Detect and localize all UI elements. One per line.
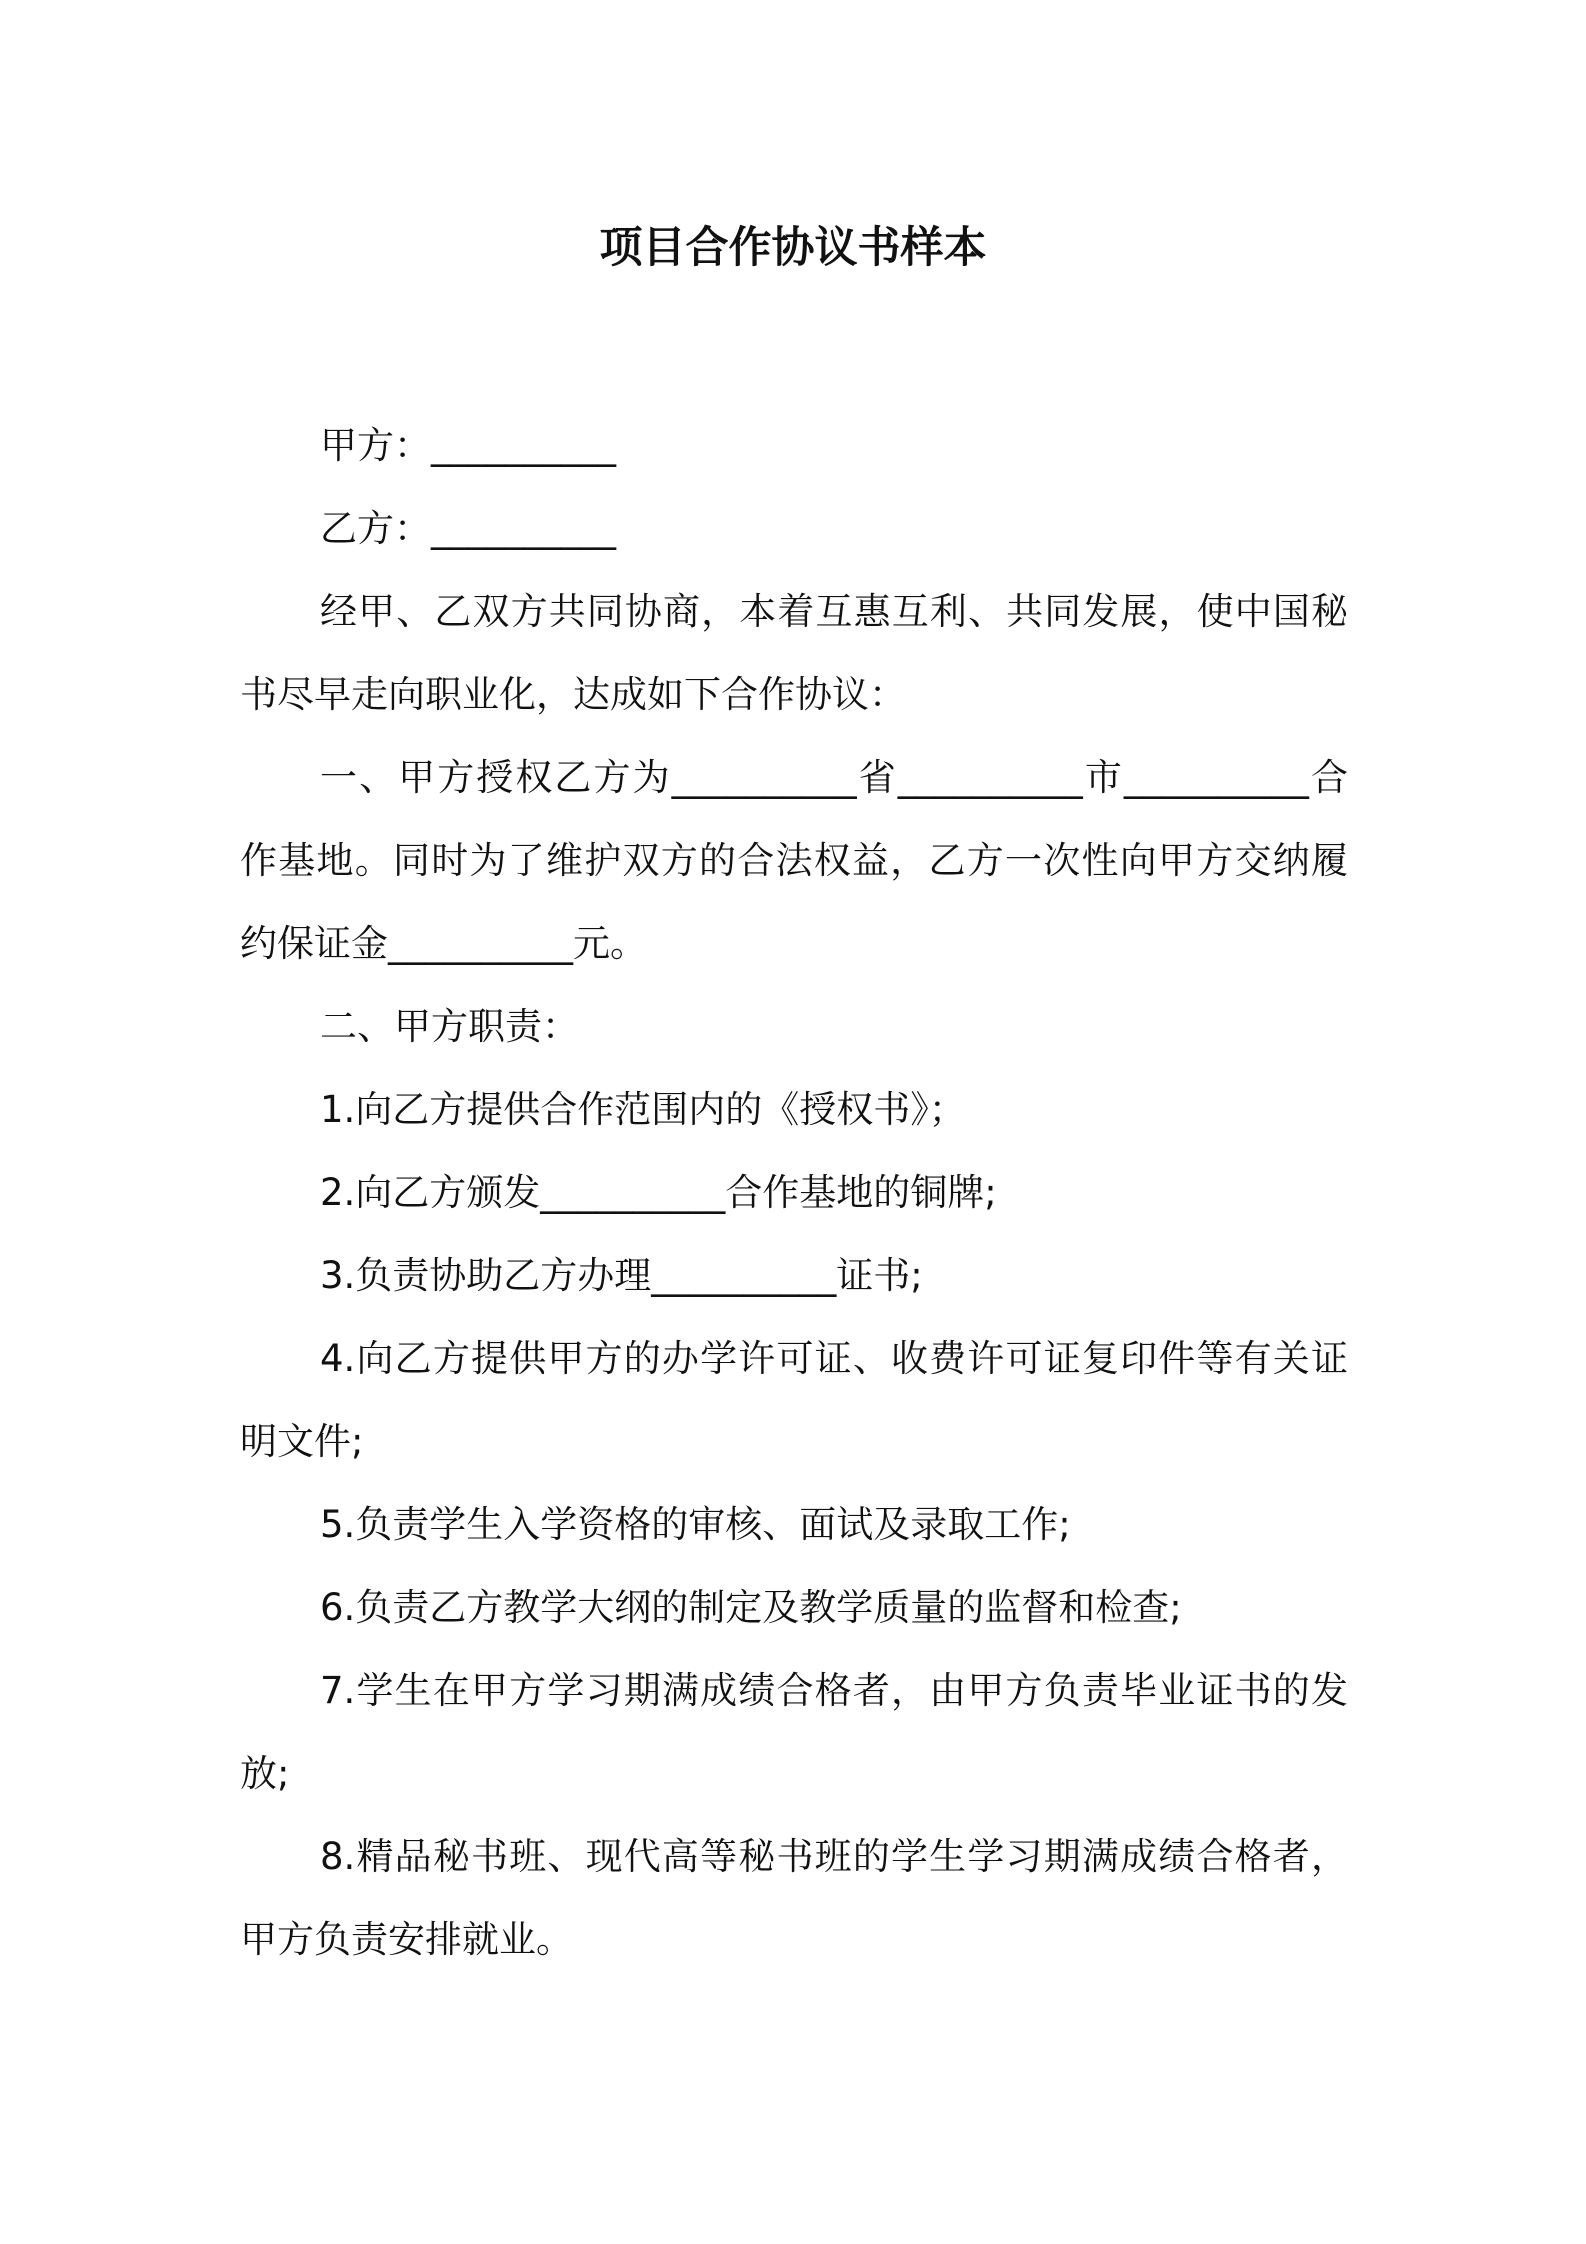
- document-body: [240, 404, 1348, 1981]
- duty-item-2: 2.向乙方颁发__________合作基地的铜牌;: [320, 1171, 997, 1214]
- document-title: 项目合作协议书样本: [599, 223, 987, 273]
- party-b-line: 乙方：__________: [320, 507, 616, 550]
- duty-item-5: 5.负责学生入学资格的审核、面试及录取工作;: [320, 1503, 1071, 1546]
- duty-item-3: 3.负责协助乙方办理__________证书;: [320, 1254, 923, 1297]
- clause-one-paragraph: 一、甲方授权乙方为__________省__________市__________合作基地。同时为了维护双方的合法权益，乙方一次性向甲方交纳履约保证金__________元。: [240, 756, 1348, 965]
- duty-item-1: 1.向乙方提供合作范围内的《授权书》；: [320, 1088, 966, 1131]
- clause-two-heading: 二、甲方职责：: [320, 1005, 579, 1048]
- preamble-paragraph: 经甲、乙双方共同协商，本着互惠互利、共同发展，使中国秘书尽早走向职业化，达成如下合作协议：: [240, 590, 1348, 716]
- party-a-line: 甲方：__________: [320, 424, 616, 467]
- duty-item-6: 6.负责乙方教学大纲的制定及教学质量的监督和检查;: [320, 1586, 1182, 1629]
- duty-item-8: 8.精品秘书班、现代高等秘书班的学生学习期满成绩合格者，甲方负责安排就业。: [240, 1835, 1348, 1961]
- duty-item-7: 7.学生在甲方学习期满成绩合格者，由甲方负责毕业证书的发放;: [240, 1669, 1348, 1795]
- duty-item-4: 4.向乙方提供甲方的办学许可证、收费许可证复印件等有关证明文件;: [240, 1337, 1348, 1463]
